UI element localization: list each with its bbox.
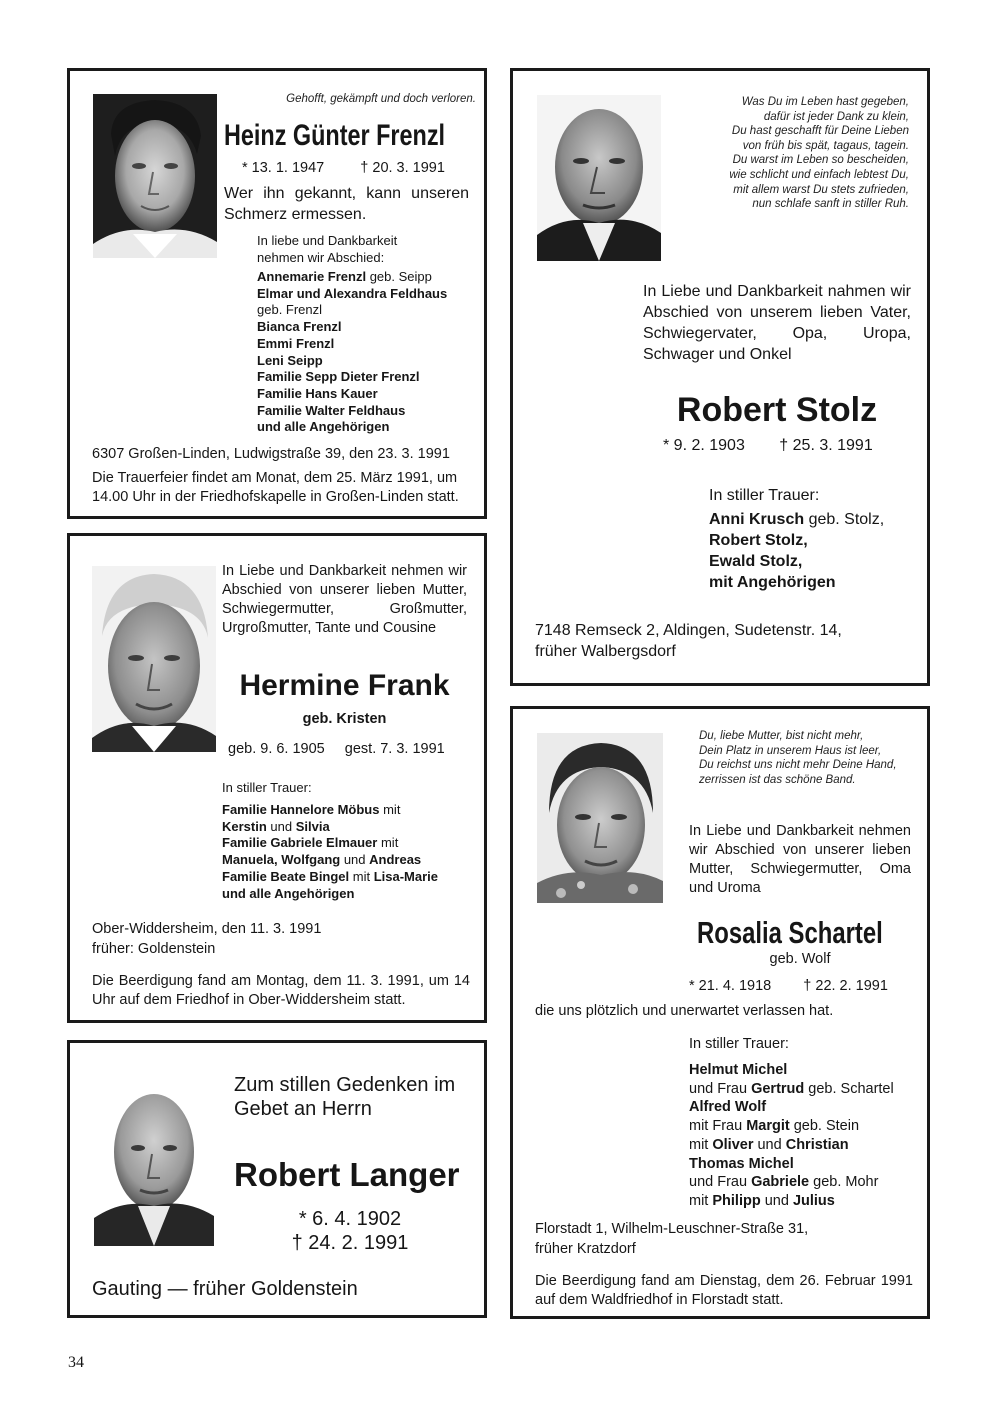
- mourner-line: [689, 1061, 919, 1080]
- deceased-name: Robert Stolz: [676, 391, 878, 429]
- mourner-note: geb. Stein: [789, 1118, 860, 1135]
- mourner-name: Helmut Michel: [689, 1062, 788, 1078]
- death-date: † 25. 3. 1991: [779, 437, 873, 454]
- deceased-name: Rosalia Schartel: [697, 915, 883, 950]
- death-date: † 20. 3. 1991: [360, 160, 445, 176]
- farewell-intro: In Liebe und Dankbarkeit nehmen wir Abschied von unserer lieben Mutter, Schwiegermutter, Oma und Uroma: [689, 823, 911, 896]
- mourner-name: Kerstin: [222, 818, 267, 834]
- birth-date: * 9. 2. 1903: [663, 437, 745, 454]
- address: 7148 Remseck 2, Aldingen, Sudetenstr. 14,: [535, 622, 842, 639]
- motto: [699, 729, 919, 787]
- former-home: früher Walbergsdorf: [535, 643, 676, 660]
- life-dates: [234, 1207, 466, 1255]
- mourner-name: Ewald Stolz,: [709, 553, 803, 570]
- obituary-frank: [67, 533, 487, 1023]
- mourner-note: mit: [689, 1192, 713, 1209]
- mourner-name: Familie Beate Bingel: [222, 868, 350, 884]
- farewell-intro: In liebe und Dankbarkeit nehmen wir Abschied:: [257, 233, 398, 265]
- mourner-note: und: [753, 1136, 786, 1153]
- mourner-name: Leni Seipp: [257, 352, 323, 368]
- life-dates: [242, 159, 445, 178]
- mourner-note: geb. Mohr: [809, 1174, 879, 1191]
- obituary-langer: [67, 1040, 487, 1318]
- place-date: Ober-Widdersheim, den 11. 3. 1991: [92, 921, 322, 937]
- address: Florstadt 1, Wilhelm-Leuschner-Straße 31,: [535, 1221, 809, 1237]
- mourner-name: Annemarie Frenzl: [257, 269, 367, 284]
- obituary-stolz: [510, 68, 930, 686]
- death-date: † 24. 2. 1991: [291, 1232, 409, 1254]
- portrait-photo-stolz: [537, 95, 661, 261]
- address: 6307 Großen-Linden, Ludwigstraße 39, den 23. 3. 1991: [92, 446, 450, 462]
- portrait-photo-langer: [94, 1088, 214, 1246]
- mourn-intro: In stiller Trauer:: [689, 1036, 789, 1052]
- mourner-line: [689, 1136, 919, 1155]
- motto-line: nun schlafe sanft in stiller Ruh.: [752, 198, 909, 211]
- mourner-name: Emmi Frenzl: [257, 335, 335, 351]
- mourner-note: mit: [689, 1136, 713, 1153]
- mourner-name: Silvia: [295, 818, 330, 834]
- motto-line: Du hast geschafft für Deine Lieben: [731, 125, 909, 138]
- mourner-name: Philipp: [712, 1192, 761, 1209]
- deceased-name: Robert Langer: [234, 1156, 460, 1193]
- motto-line: Du reichst uns nicht mehr Deine Hand,: [699, 759, 897, 772]
- death-date: gest. 7. 3. 1991: [344, 741, 445, 757]
- mourner-name: Gertrud: [751, 1080, 805, 1097]
- life-dates: [689, 977, 888, 996]
- mourner-name: Elmar und Alexandra Feldhaus: [257, 285, 448, 301]
- life-dates: [663, 435, 873, 456]
- motto-line: zerrissen ist das schöne Band.: [699, 773, 856, 786]
- former-home: früher Kratzdorf: [535, 1241, 636, 1257]
- mourner-line: [222, 819, 482, 836]
- motto-line: Dein Platz in unserem Haus ist leer,: [699, 744, 882, 757]
- mourner-name: Familie Walter Feldhaus: [257, 402, 406, 418]
- mourner-name: Familie Hannelore Möbus: [222, 802, 380, 817]
- motto: Gehofft, gekämpft und doch verloren.: [286, 93, 476, 105]
- mourner-line: [689, 1098, 919, 1117]
- mourner-name: Oliver: [712, 1136, 754, 1153]
- funeral-notice: Die Beerdigung fand am Dienstag, dem 26. Februar 1991 auf dem Waldfriedhof in Florstadt statt.: [535, 1273, 913, 1308]
- mourner-note: und Frau: [689, 1080, 752, 1097]
- birth-date: geb. 9. 6. 1905: [228, 741, 325, 757]
- mourner-note: mit: [349, 868, 374, 884]
- mourner-line: [257, 403, 487, 420]
- mourner-line: [257, 419, 487, 436]
- place: Gauting — früher Goldenstein: [92, 1278, 358, 1300]
- portrait-photo-frank: [92, 566, 216, 752]
- mourner-line: [222, 852, 482, 869]
- mourner-name: Julius: [792, 1192, 835, 1209]
- mourner-name: Familie Gabriele Elmauer: [222, 835, 378, 851]
- mourner-line: [257, 319, 487, 336]
- birth-date: * 6. 4. 1902: [298, 1208, 402, 1230]
- mourner-note: und Frau: [689, 1174, 752, 1191]
- mourner-line: [257, 386, 487, 403]
- mourner-line: [689, 1173, 919, 1192]
- obituary-frenzl: [67, 68, 487, 519]
- mourner-list: [222, 802, 482, 902]
- mourner-list: [257, 269, 487, 436]
- birth-date: * 13. 1. 1947: [242, 160, 325, 176]
- mourner-name: Thomas Michel: [689, 1155, 794, 1172]
- mourner-name: Robert Stolz,: [709, 532, 808, 549]
- mourner-line: [689, 1080, 919, 1099]
- mourner-name: Alfred Wolf: [689, 1099, 767, 1116]
- motto-line: von früh bis spät, tagaus, tagein.: [742, 139, 909, 152]
- mourner-name: Anni Krusch: [709, 511, 805, 528]
- mourner-list: [709, 509, 929, 593]
- mourner-note: geb. Frenzl: [257, 302, 323, 318]
- mourner-note: geb. Schartel: [804, 1080, 894, 1097]
- mourner-line: [257, 286, 487, 303]
- life-dates: [228, 740, 445, 759]
- mourner-line: [709, 551, 929, 572]
- mourner-name: Familie Sepp Dieter Frenzl: [257, 369, 420, 385]
- mourner-note: und: [266, 818, 296, 834]
- mourner-line: [222, 802, 482, 819]
- mourner-line: [222, 869, 482, 886]
- motto-line: Du, liebe Mutter, bist nicht mehr,: [699, 730, 864, 742]
- farewell-intro: In Liebe und Dankbarkeit nehmen wir Abschied von unserer lieben Mutter, Schwiegermutter, Großmutter, Urgroßmutter, Tante und Cousine: [222, 563, 467, 636]
- funeral-notice: Die Beerdigung fand am Montag, dem 11. 3. 1991, um 14 Uhr auf dem Friedhof in Ober-Widdersheim statt.: [92, 973, 470, 1008]
- motto: [669, 95, 909, 212]
- mourner-name: Margit: [746, 1118, 790, 1135]
- mourner-note: und: [760, 1192, 793, 1209]
- mourner-name: Andreas: [369, 852, 422, 868]
- mourner-note: und: [340, 852, 370, 868]
- motto-line: Was Du im Leben hast gegeben,: [741, 96, 909, 108]
- mourner-name: Christian: [785, 1136, 849, 1153]
- mourner-line: [689, 1192, 919, 1211]
- mourner-line: [222, 886, 482, 903]
- mourner-line: [709, 530, 929, 551]
- birth-date: * 21. 4. 1918: [689, 978, 772, 994]
- mourner-name: und alle Angehörigen: [222, 885, 355, 901]
- mourner-note: geb. Seipp: [366, 269, 432, 284]
- mourner-note: mit: [379, 802, 401, 817]
- death-date: † 22. 2. 1991: [803, 978, 888, 994]
- mourner-line: [257, 369, 487, 386]
- mourner-name: Gabriele: [751, 1174, 810, 1191]
- motto-line: mit allem warst Du stets zufrieden,: [733, 183, 909, 196]
- mourner-line: [689, 1155, 919, 1174]
- mourner-line: [222, 835, 482, 852]
- mourner-name: Familie Hans Kauer: [257, 385, 378, 401]
- sudden-text: die uns plötzlich und unerwartet verlassen hat.: [535, 1003, 834, 1019]
- former-home: früher: Goldenstein: [92, 941, 216, 957]
- mourner-note: geb. Stolz,: [804, 511, 885, 528]
- mourn-intro: In stiller Trauer:: [709, 487, 820, 504]
- memorial-intro: Zum stillen Gedenken im Gebet an Herrn: [234, 1074, 456, 1120]
- motto-line: Du warst im Leben so bescheiden,: [732, 154, 909, 167]
- mourner-name: und alle Angehörigen: [257, 419, 390, 435]
- mourner-note: mit Frau: [689, 1118, 747, 1135]
- mourner-line: [709, 572, 929, 593]
- mourner-name: mit Angehörigen: [709, 574, 836, 591]
- mourner-name: Lisa-Marie: [373, 868, 439, 884]
- deceased-name: Hermine Frank: [239, 669, 450, 702]
- mourner-name: Bianca Frenzl: [257, 319, 342, 335]
- mourner-note: mit: [377, 835, 399, 851]
- mourn-intro: In stiller Trauer:: [222, 780, 312, 795]
- funeral-notice: Die Trauerfeier findet am Monat, dem 25. März 1991, um 14.00 Uhr in der Friedhofskapelle in Großen-Linden statt.: [92, 470, 459, 505]
- motto-line: dafür ist jeder Dank zu klein,: [763, 110, 909, 123]
- mourner-line: [689, 1117, 919, 1136]
- farewell-intro: In Liebe und Dankbarkeit nahmen wir Abschied von unserem lieben Vater, Schwiegervater, Opa, Uropa, Schwager und Onkel: [643, 283, 911, 363]
- portrait-photo-schartel: [537, 733, 663, 903]
- mourner-line: [257, 336, 487, 353]
- maiden-name: geb. Kristen: [302, 711, 387, 727]
- mourner-line: [257, 353, 487, 370]
- portrait-photo-frenzl: [93, 94, 217, 258]
- maiden-name: geb. Wolf: [769, 951, 831, 967]
- mourner-line: [257, 269, 487, 286]
- deceased-name: Heinz Günter Frenzl: [224, 119, 446, 152]
- mourner-line: [709, 509, 929, 530]
- page-number: 34: [68, 1354, 84, 1371]
- motto-line: wie schlicht und einfach lebtest Du,: [729, 168, 909, 181]
- mourner-line: [257, 302, 487, 319]
- mourner-list: [689, 1061, 919, 1211]
- condolence-text: Wer ihn gekannt, kann unseren Schmerz ermessen.: [224, 185, 469, 223]
- mourner-name: Manuela, Wolfgang: [222, 852, 341, 868]
- obituary-schartel: [510, 706, 930, 1319]
